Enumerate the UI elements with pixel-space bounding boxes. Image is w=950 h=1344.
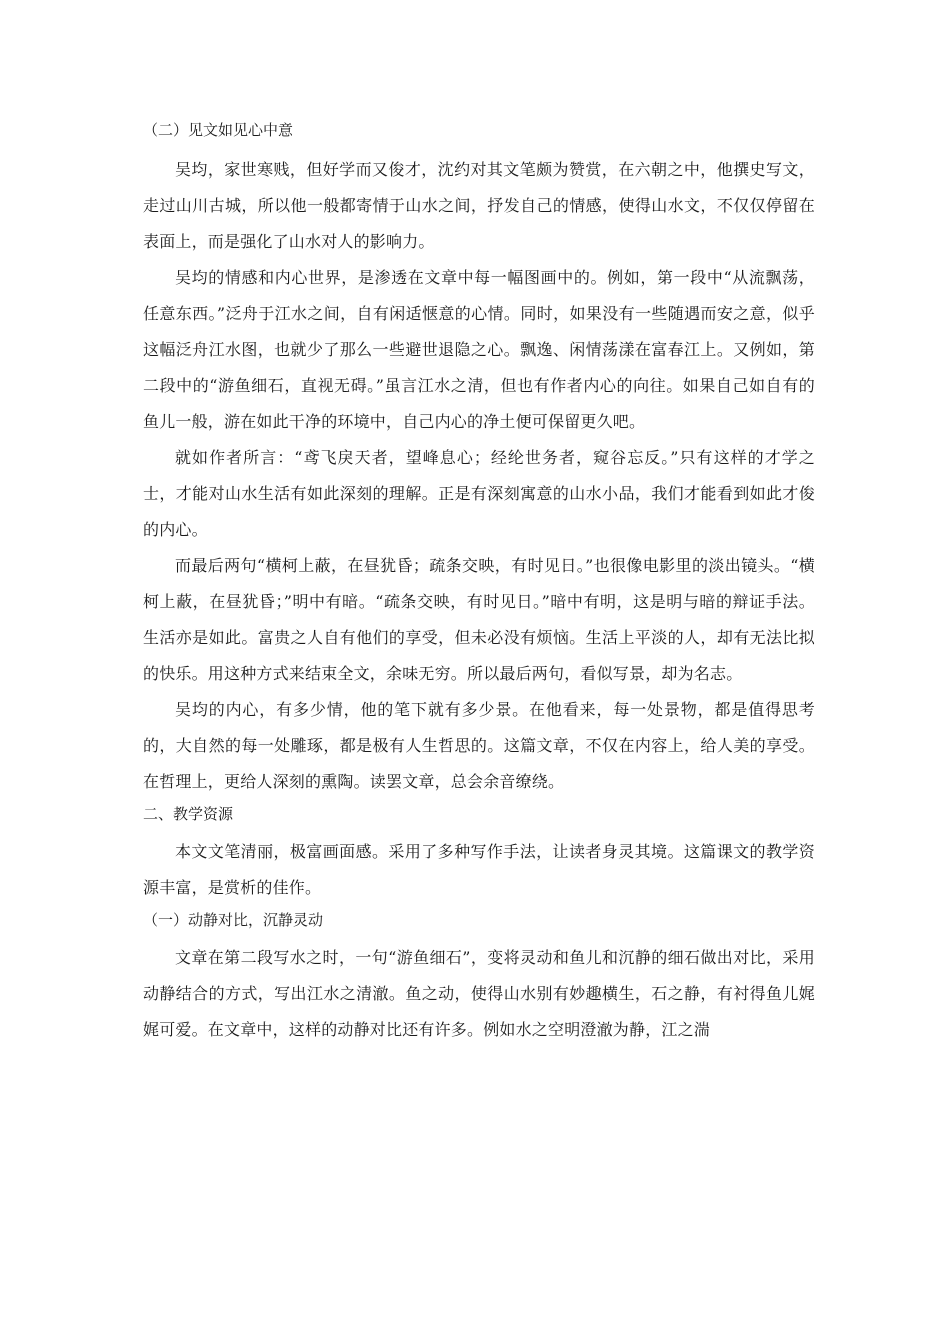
paragraph-4: 而最后两句“横柯上蔽，在昼犹昏；疏条交映，有时见日。”也很像电影里的淡出镜头。“横柯上蔽，在昼犹昏；”明中有暗。“疏条交映，有时见日。”暗中有明，这是明与暗的辩证手法。生活亦是如此。富贵之人自有他们的享受，但未必没有烦恼。生活上平淡的人，却有无法比拟的快乐。用这种方式来结束全文，余味无穷。所以最后两句，看似写景，却为名志。 — [143, 556, 815, 683]
paragraph-3: 就如作者所言：“鸢飞戾天者，望峰息心；经纶世务者，窥谷忘反。”只有这样的才学之士，才能对山水生活有如此深刻的理解。正是有深刻寓意的山水小品，我们才能看到如此才俊的内心。 — [143, 448, 815, 539]
paragraph-1: 吴均，家世寒贱，但好学而又俊才，沈约对其文笔颇为赞赏，在六朝之中，他撰史写文，走过山川古城，所以他一般都寄情于山水之间，抒发自己的情感，使得山水文，不仅仅停留在表面上，而是强化了山水对人的影响力。 — [143, 160, 815, 251]
paragraph-2: 吴均的情感和内心世界，是渗透在文章中每一幅图画中的。例如，第一段中“从流飘荡，任意东西。”泛舟于江水之间，自有闲适惬意的心情。同时，如果没有一些随遇而安之意，似乎这幅泛舟江水图，也就少了那么一些避世退隐之心。飘逸、闲情荡漾在富春江上。又例如，第二段中的“游鱼细石，直视无碍。”虽言江水之清，但也有作者内心的向往。如果自己如自有的鱼儿一般，游在如此干净的环境中，自己内心的净土便可保留更久吧。 — [143, 268, 815, 431]
subsection-heading-1: （一）动静对比，沉静灵动 — [143, 911, 324, 929]
paragraph-7: 文章在第二段写水之时，一句“游鱼细石”，变将灵动和鱼儿和沉静的细石做出对比，采用动静结合的方式，写出江水之清澈。鱼之动，使得山水别有妙趣横生，石之静，有衬得鱼儿娓娓可爱。在文章中，这样的动静对比还有许多。例如水之空明澄澈为静，江之湍 — [143, 948, 815, 1039]
subsection-heading-2: （二）见文如见心中意 — [143, 121, 294, 139]
document-body — [143, 120, 815, 1048]
paragraph-5: 吴均的内心，有多少情，他的笔下就有多少景。在他看来，每一处景物，都是值得思考的，大自然的每一处雕琢，都是极有人生哲思的。这篇文章，不仅在内容上，给人美的享受。在哲理上，更给人深刻的熏陶。读罢文章，总会余音缭绕。 — [143, 700, 815, 791]
paragraph-6: 本文文笔清丽，极富画面感。采用了多种写作手法，让读者身灵其境。这篇课文的教学资源丰富，是赏析的佳作。 — [143, 842, 815, 897]
section-heading-teaching-resources: 二、教学资源 — [143, 805, 234, 823]
